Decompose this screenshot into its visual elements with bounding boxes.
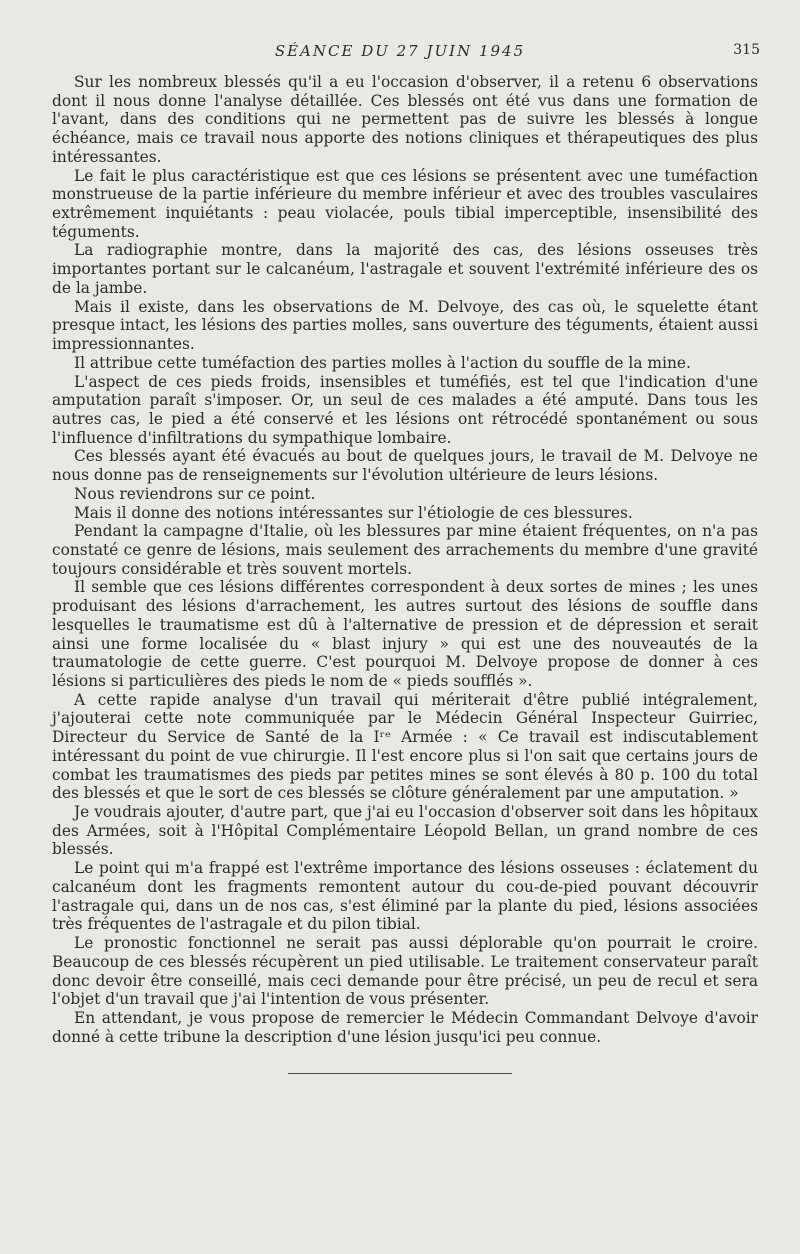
paragraph: A cette rapide analyse d'un travail qui mériterait d'être publié intégralement, j'ajouterai cette note communiquée par le Médecin Général Inspecteur Guirriec, Directeur du Service de Santé de la Iʳᵉ Armée : « Ce travail est indiscutablement intéressant du point de vue chirurgie. Il l'est encore plus si l'on sait que certains jours de combat les traumatismes des pieds par petites mines se sont élevés à 80 p. 100 du total des blessés et que le sort de ces blessés se clôture généralement par une amputation. » xyxy=(52,690,758,803)
running-title: SÉANCE DU 27 JUIN 1945 xyxy=(274,42,526,60)
paragraph: Il semble que ces lésions différentes correspondent à deux sortes de mines ; les unes produisant des lésions d'arrachement, les autres surtout des lésions de souffle dans lesquelles le traumatisme est dû à l'alternative de pression et de dépression et serait ainsi une forme localisée du « blast injury » qui est une des nouveautés de la traumatologie de cette guerre. C'est pourquoi M. Delvoye propose de donner à ces lésions si particulières des pieds le nom de « pieds soufflés ». xyxy=(52,578,758,690)
section-divider xyxy=(288,1073,512,1074)
paragraph: Mais il donne des notions intéressantes sur l'étiologie de ces blessures. xyxy=(74,503,633,522)
paragraph: Sur les nombreux blessés qu'il a eu l'occasion d'observer, il a retenu 6 observations dont il nous donne l'analyse détaillée. Ces blessés ont été vus dans une formation de l'avant, dans des conditions qui ne permettent pas de suivre les blessés à longue échéance, mais ce travail nous apporte des notions cliniques et thérapeutiques des plus intéressantes. xyxy=(52,73,758,166)
paragraph: Mais il existe, dans les observations de M. Delvoye, des cas où, le squelette étant presque intact, les lésions des parties molles, sans ouverture des téguments, étaient aussi impressionnantes. xyxy=(52,297,758,354)
paragraph: Il attribue cette tuméfaction des parties molles à l'action du souffle de la mine. xyxy=(74,353,691,372)
paragraph: Ces blessés ayant été évacués au bout de quelques jours, le travail de M. Delvoye ne nous donne pas de renseignements sur l'évolution ultérieure de leurs lésions. xyxy=(52,447,758,485)
paragraph: Le fait le plus caractéristique est que ces lésions se présentent avec une tuméfaction monstrueuse de la partie inférieure du membre inférieur et avec des troubles vasculaires extrêmement inquiétants : peau violacée, pouls tibial imperceptible, insensibilité des téguments. xyxy=(52,166,758,241)
body-text xyxy=(52,73,758,1046)
paragraph: Le pronostic fonctionnel ne serait pas aussi déplorable qu'on pourrait le croire. Beaucoup de ces blessés récupèrent un pied utilisable. Le traitement conservateur paraît donc devoir être conseillé, mais ceci demande pour être précisé, un peu de recul et sera l'objet d'un travail que j'ai l'intention de vous présenter. xyxy=(52,934,758,1009)
paragraph: Le point qui m'a frappé est l'extrême importance des lésions osseuses : éclatement du calcanéum dont les fragments remontent autour du cou-de-pied pouvant découvrir l'astragale qui, dans un de nos cas, s'est éliminé par la plante du pied, lésions associées très fréquentes de l'astragale et du pilon tibial. xyxy=(52,859,758,934)
paragraph: Pendant la campagne d'Italie, où les blessures par mine étaient fréquentes, on n'a pas constaté ce genre de lésions, mais seulement des arrachements du membre d'une gravité toujours considérable et très souvent mortels. xyxy=(52,522,758,578)
paragraph: Je voudrais ajouter, d'autre part, que j'ai eu l'occasion d'observer soit dans les hôpitaux des Armées, soit à l'Hôpital Complémentaire Léopold Bellan, un grand nombre de ces blessés. xyxy=(52,803,758,859)
paragraph: La radiographie montre, dans la majorité des cas, des lésions osseuses très importantes portant sur le calcanéum, l'astragale et souvent l'extrémité inférieure des os de la jambe. xyxy=(52,241,758,297)
page-header xyxy=(0,42,800,62)
paragraph: Nous reviendrons sur ce point. xyxy=(74,484,316,503)
paragraph: En attendant, je vous propose de remercier le Médecin Commandant Delvoye d'avoir donné à cette tribune la description d'une lésion jusqu'ici peu connue. xyxy=(52,1008,758,1046)
page-number: 315 xyxy=(733,42,760,58)
paragraph: L'aspect de ces pieds froids, insensibles et tuméfiés, est tel que l'indication d'une amputation paraît s'imposer. Or, un seul de ces malades a été amputé. Dans tous les autres cas, le pied a été conservé et les lésions ont rétrocédé spontanément ou sous l'influence d'infiltrations du sympathique lombaire. xyxy=(52,372,758,447)
